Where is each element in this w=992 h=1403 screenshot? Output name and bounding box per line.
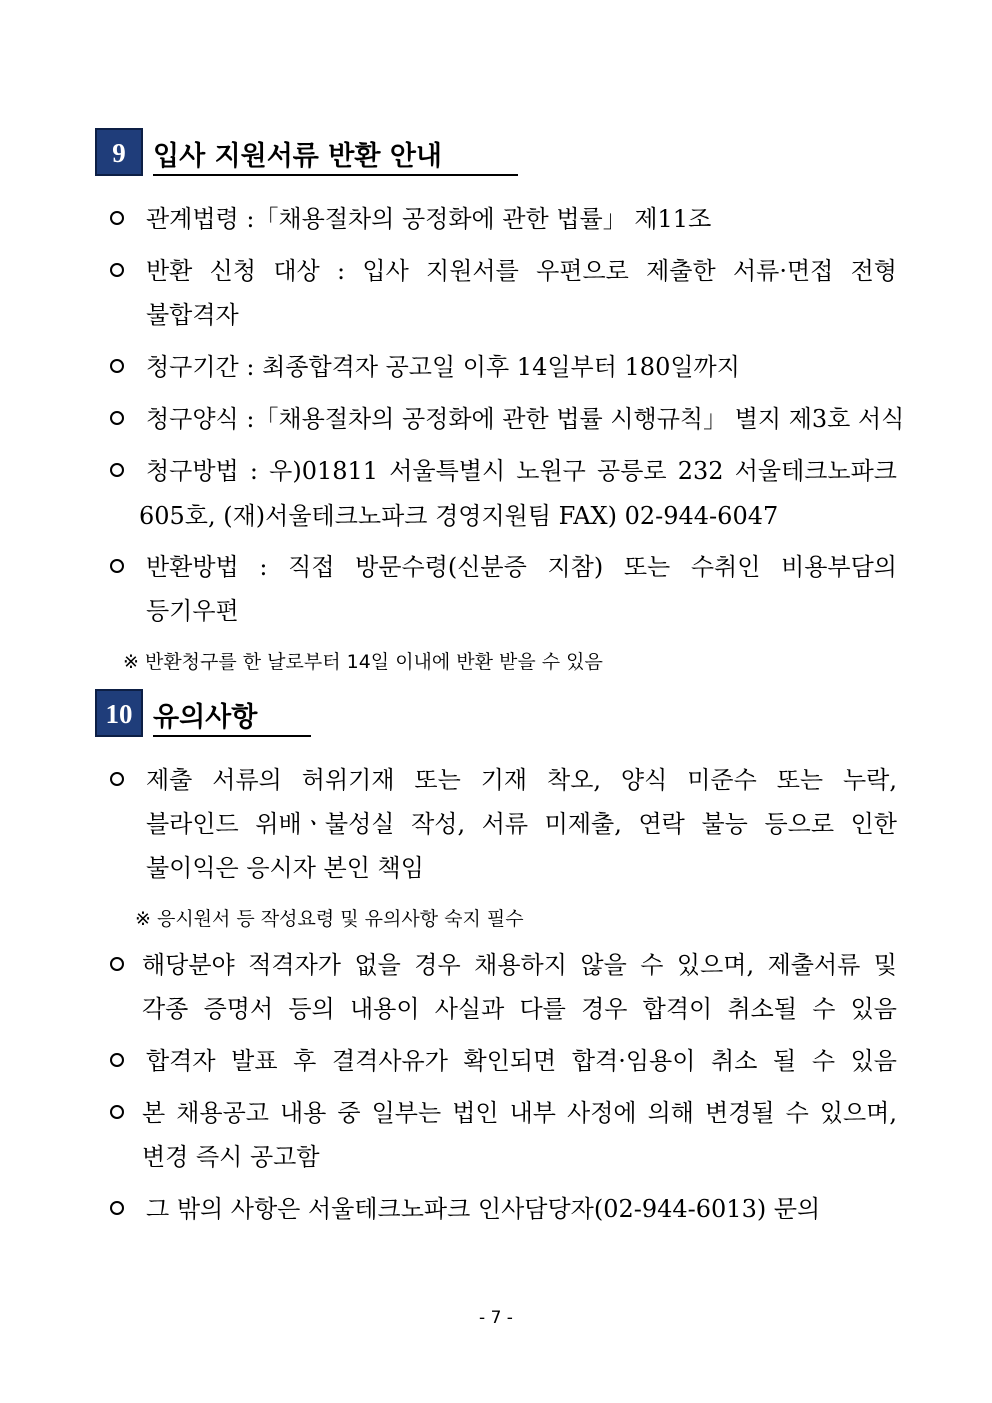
section-10-underline xyxy=(153,735,311,737)
section-9-note: ※ 반환청구를 한 날로부터 14일 이내에 반환 받을 수 있음 xyxy=(123,651,603,673)
bullet-circle-icon xyxy=(110,957,124,971)
bullet-circle-icon xyxy=(110,772,124,786)
bullet-circle-icon xyxy=(110,359,124,373)
bullet-circle-icon xyxy=(110,411,124,425)
bullet-circle-icon xyxy=(110,559,124,573)
bullet-circle-icon xyxy=(110,263,124,277)
bullet-circle-icon xyxy=(110,211,124,225)
section-9-underline xyxy=(153,174,518,176)
bullet-circle-icon xyxy=(110,1053,124,1067)
bullet-circle-icon xyxy=(110,463,124,477)
section-10-title: 유의사항 xyxy=(153,702,258,733)
section-10-note: ※ 응시원서 등 작성요령 및 유의사항 숙지 필수 xyxy=(135,908,524,930)
section-10-number: 10 xyxy=(95,689,143,737)
bullet-circle-icon xyxy=(110,1105,124,1119)
bullet-circle-icon xyxy=(110,1201,124,1215)
page-number: - 7 - xyxy=(479,1308,513,1328)
section-9-title: 입사 지원서류 반환 안내 xyxy=(153,141,443,172)
section-9-number: 9 xyxy=(95,128,143,176)
